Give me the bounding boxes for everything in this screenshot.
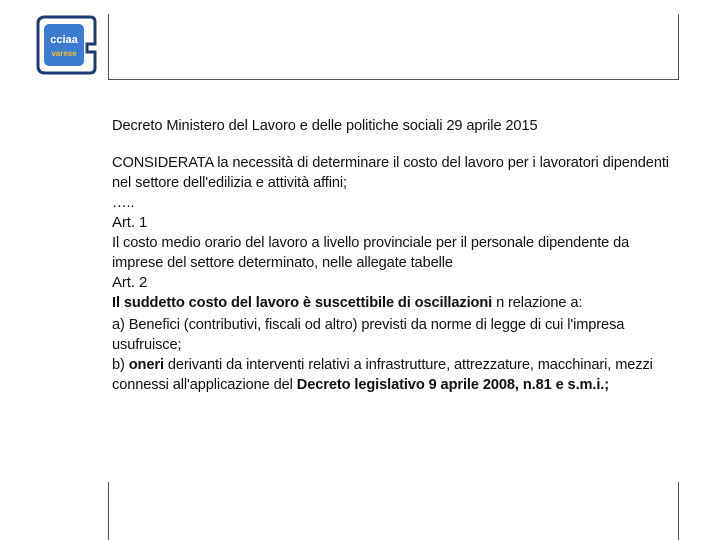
art2-intro-rest: n relazione a:	[492, 295, 583, 311]
item-b	[112, 355, 672, 395]
header-horizontal-line	[108, 79, 679, 80]
considerata-paragraph: CONSIDERATA la necessità di determinare il costo del lavoro per i lavoratori dipendenti nel settore dell'edilizia e attività affini;	[112, 155, 669, 191]
document-title: Decreto Ministero del Lavoro e delle politiche sociali 29 aprile 2015	[112, 118, 538, 134]
item-b-bold-decreto: Decreto legislativo 9 aprile 2008, n.81 e s.m.i.;	[296, 377, 610, 393]
art2-intro	[112, 293, 672, 313]
art2-heading: Art. 2	[112, 274, 148, 291]
art2-intro-bold: Il suddetto costo del lavoro è suscettibile di oscillazioni	[112, 295, 493, 311]
item-b-bold-oneri: oneri	[128, 357, 164, 373]
header-vertical-line-right	[678, 14, 679, 80]
item-b-prefix: b)	[112, 357, 129, 373]
cciaa-varese-logo	[35, 14, 101, 76]
art1-text: Il costo medio orario del lavoro a livello provinciale per il personale dipendente da imprese del settore determinato, nelle allegate tabelle	[112, 235, 630, 271]
logo-text-top: cciaa	[50, 34, 78, 46]
footer-vertical-line-left	[108, 482, 109, 540]
ellipsis: …..	[112, 195, 135, 211]
art1-heading: Art. 1	[112, 214, 148, 231]
logo-text-bottom: varese	[51, 49, 77, 58]
footer-vertical-line-right	[678, 482, 679, 540]
header-vertical-line-left	[108, 14, 109, 80]
item-b-mid: derivanti da interventi relativi a infrastrutture, attrezzature, macchinari, mezzi connessi all'applicazione del	[112, 357, 653, 393]
document-body	[112, 116, 672, 395]
item-a: a) Benefici (contributivi, fiscali od altro) previsti da norme di legge di cui l'impresa usufruisce;	[112, 317, 625, 353]
